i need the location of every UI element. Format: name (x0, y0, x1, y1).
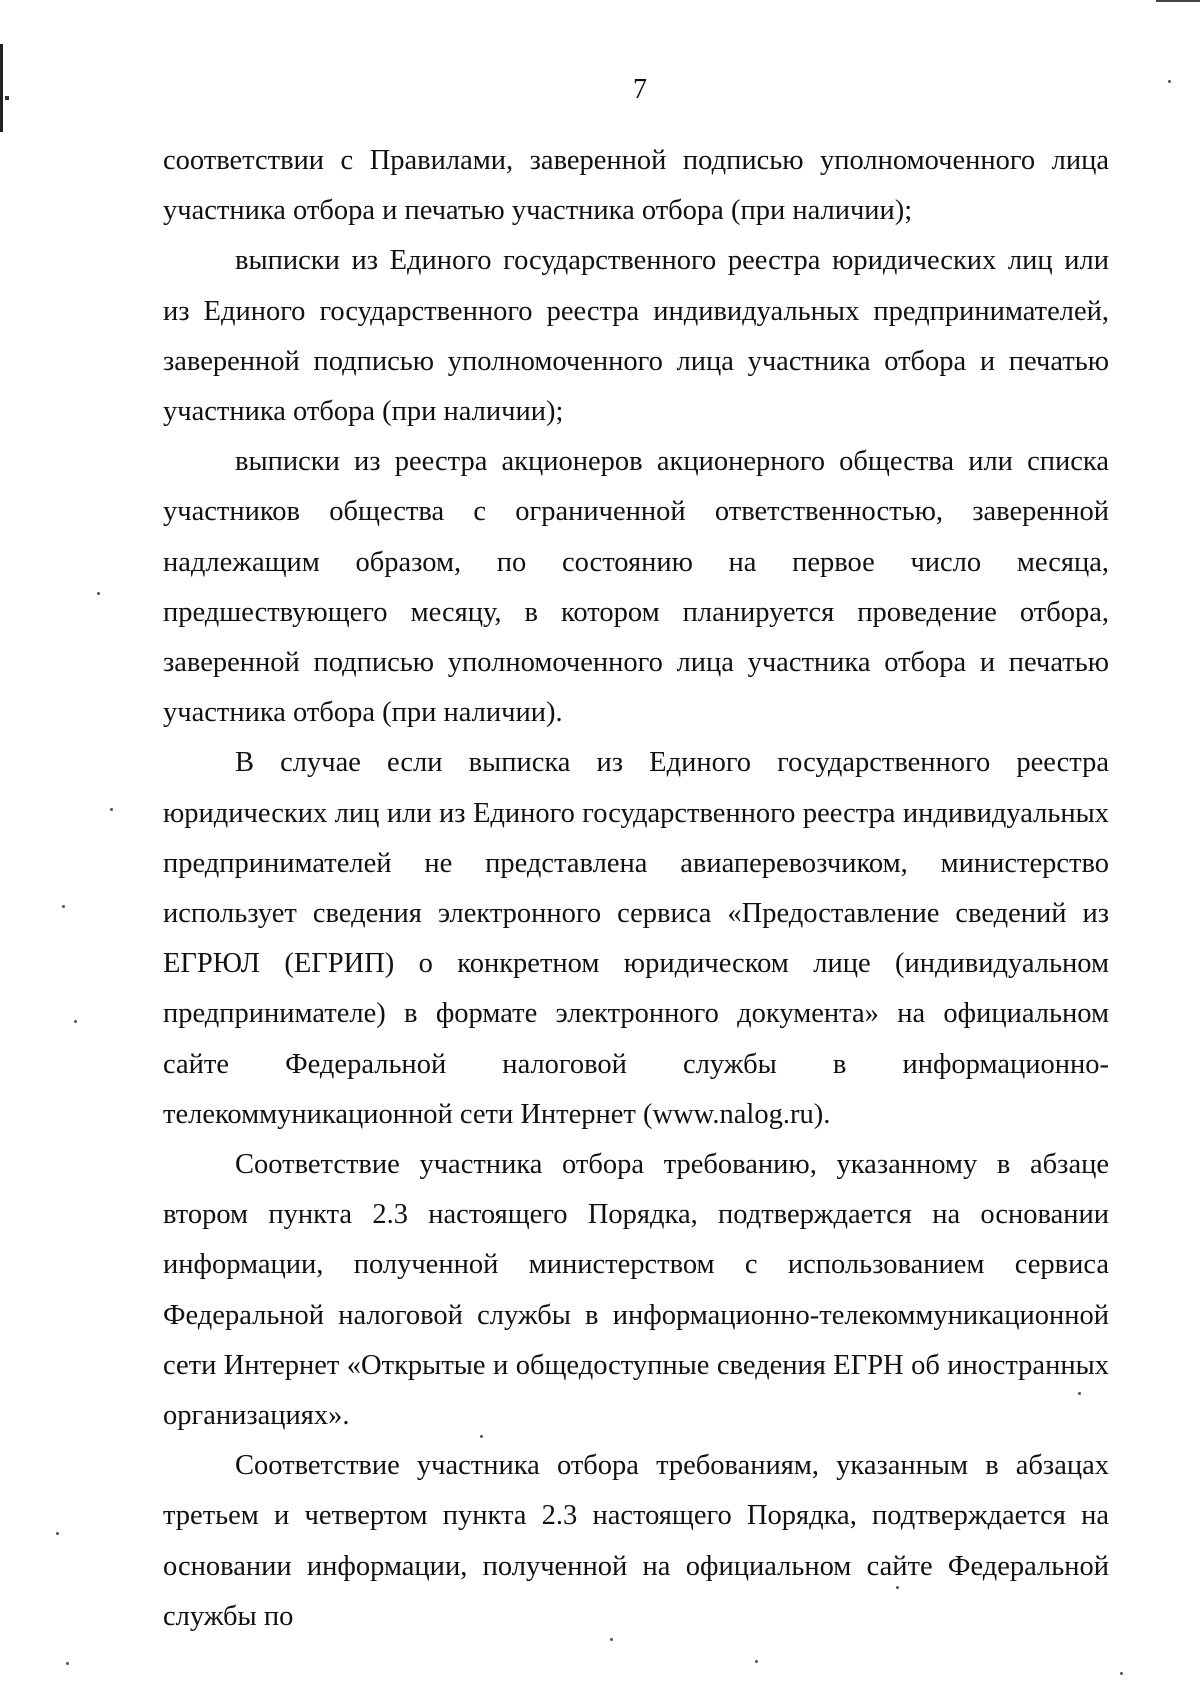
paragraph: выписки из Единого государственного реестра юридических лиц или из Единого государственного реестра индивидуальных предпринимателей, заверенной подписью уполномоченного лица участника отбора и печатью участника отбора (при наличии); (163, 245, 1109, 428)
scan-speck (1120, 1672, 1123, 1675)
scan-speck (62, 905, 65, 908)
scan-speck (56, 1532, 59, 1535)
scan-speck (755, 1660, 758, 1663)
paragraph: Соответствие участника отбора требованию, указанному в абзаце втором пункта 2.3 настоящего Порядка, подтверждается на основании информации, полученной министерством с использованием сервиса Федеральной налоговой службы в информационно-телекоммуникационной сети Интернет «Открытые и общедоступные сведения ЕГРН об иностранных организациях». (163, 1149, 1109, 1432)
paragraph: выписки из реестра акционеров акционерного общества или списка участников общества с ограниченной ответственностью, заверенной надлежащим образом, по состоянию на первое число месяца, предшествующего месяцу, в котором планируется проведение отбора, заверенной подписью уполномоченного лица участника отбора и печатью участника отбора (при наличии). (163, 446, 1109, 729)
document-body (163, 136, 1109, 1642)
scan-edge-line (1156, 0, 1200, 2)
scan-speck (74, 1020, 77, 1023)
page-number: 7 (633, 74, 647, 105)
paragraph: В случае если выписка из Единого государственного реестра юридических лиц или из Единого государственного реестра индивидуальных предпринимателей не представлена авиаперевозчиком, министерство использует сведения электронного сервиса «Предоставление сведений из ЕГРЮЛ (ЕГРИП) о конкретном юридическом лице (индивидуальном предпринимателе) в формате электронного документа» на официальном сайте Федеральной налоговой службы в информационно-телекоммуникационной сети Интернет (www.nalog.ru). (163, 747, 1109, 1130)
paragraph: соответствии с Правилами, заверенной подписью уполномоченного лица участника отбора и печатью участника отбора (при наличии); (163, 145, 1109, 227)
scan-speck (66, 1662, 69, 1665)
paragraph: Соответствие участника отбора требованиям, указанным в абзацах третьем и четвертом пункта 2.3 настоящего Порядка, подтверждается на основании информации, полученной на официальном сайте Федеральной службы по (163, 1450, 1109, 1632)
scan-speck (110, 808, 113, 811)
scan-speck (97, 592, 100, 595)
